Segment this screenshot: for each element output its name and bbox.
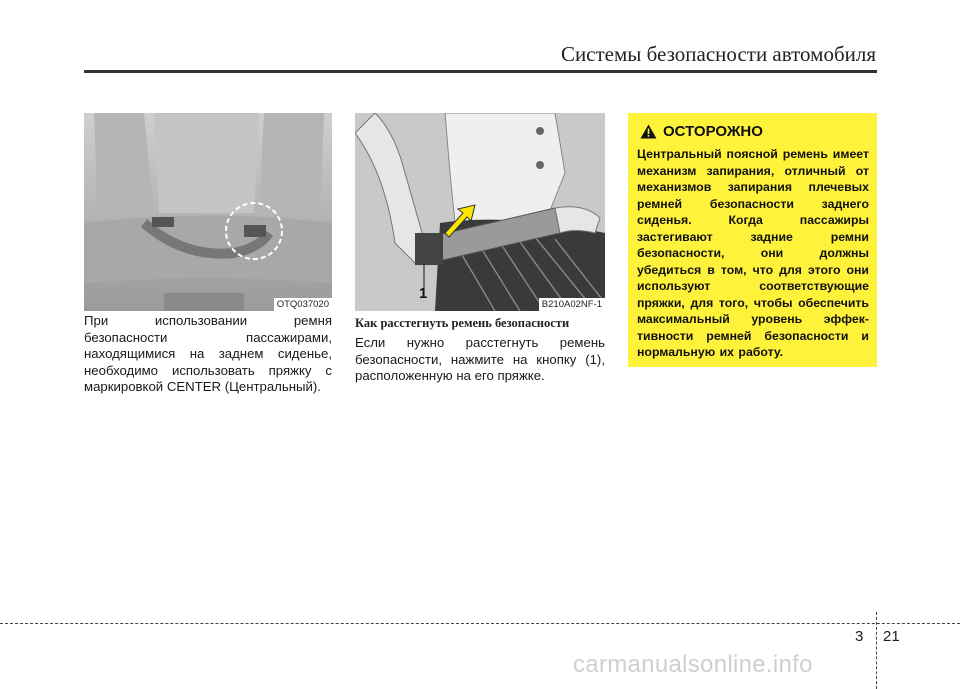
figure-unbuckle-belt (355, 113, 605, 311)
figure-code: B210A02NF-1 (539, 298, 605, 311)
figure-rear-seat (84, 113, 332, 311)
callout-number: 1 (419, 285, 428, 302)
warning-box (628, 113, 877, 367)
unbuckle-illustration (355, 113, 605, 311)
section-heading: Как расстегнуть ремень безопасности (355, 316, 570, 330)
warning-title: ОСТОРОЖНО (663, 123, 763, 140)
warning-text: Центральный поясной ремень имеет механизм запирания, отличный от механизмов запирания плечевых ремней безопасности заднего сиденья. Когда пассажиры застегивают задние ремни безопасности, они должны убедиться в том, что для этого они используют соответствующие пряжки, для того, чтобы обеспечить максимальный уровень эффек-тивности ремней безопасности и нормальную их работу. (637, 147, 869, 359)
footer-divider (0, 623, 960, 624)
figure-code: OTQ037020 (274, 298, 332, 311)
footer-vertical-divider (876, 612, 877, 689)
warning-header (640, 123, 869, 140)
paragraph-center-buckle: При использовании ремня безопасности пассажирами, находящимися на заднем сиденье, необходимо использовать пряжку с маркировкой CENTER (Центральный). (84, 313, 332, 394)
watermark: carmanualsonline.info (573, 651, 813, 678)
warning-triangle-icon (640, 124, 657, 139)
page-header-title: Системы безопасности автомобиля (560, 42, 876, 66)
chapter-number: 3 (855, 628, 864, 645)
rear-seat-illustration (84, 113, 332, 311)
page-number: 21 (883, 628, 900, 645)
header-divider (84, 70, 877, 73)
paragraph-unbuckle: Если нужно расстегнуть ремень безопасности, нажмите на кнопку (1), расположенную на его пряжке. (355, 335, 605, 383)
